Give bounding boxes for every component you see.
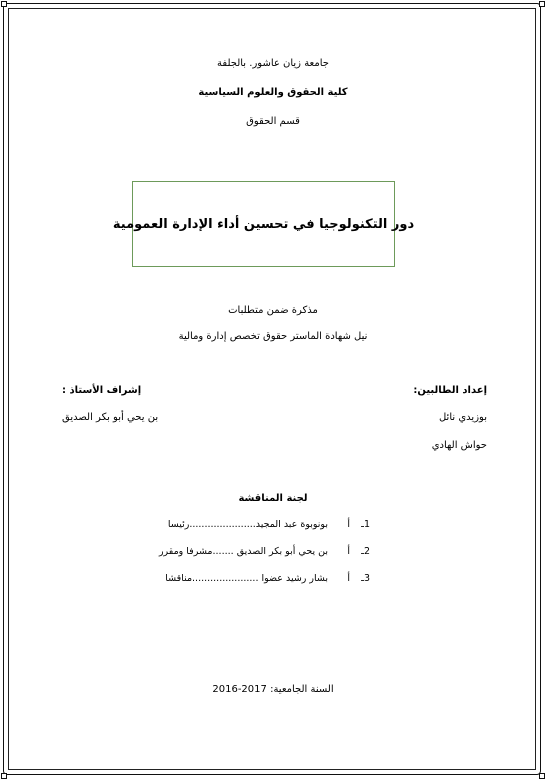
student-name: حواش الهادي [431,440,487,451]
border-corner-ornament [1,1,7,7]
member-title-prefix: أ [347,546,350,557]
thesis-title: دور التكنولوجيا في تحسين أداء الإدارة العمومية [112,216,415,232]
member-name: بشار رشيد عضوا [261,573,328,584]
member-name: بن يحي أبو بكر الصديق [236,546,328,557]
member-number: 2ـ [361,546,370,557]
member-role: .......مشرفا ومقرر [158,546,234,557]
member-role: ......................مناقشا [165,573,259,584]
committee-member [168,519,370,530]
faculty-name: كلية الحقوق والعلوم السياسية [198,87,348,98]
border-corner-ornament [539,1,545,7]
memo-line-1: مذكرة ضمن متطلبات [228,305,318,316]
border-corner-ornament [1,773,7,779]
prepared-by-label: إعداد الطالبين: [413,385,487,396]
member-number: 3ـ [361,573,370,584]
member-name: بونوبوة عبد المجيد [255,519,328,530]
committee-member [159,546,370,557]
student-name: بوزيدي نائل [438,412,487,423]
border-corner-ornament [539,773,545,779]
department-name: قسم الحقوق [246,116,300,127]
supervisor-label: إشراف الأستاذ : [62,385,142,396]
memo-line-2: نيل شهادة الماستر حقوق تخصص إدارة ومالية [178,331,368,342]
title-box [112,181,415,267]
committee-member [165,573,370,584]
university-name: جامعة زيان عاشور. بالجلفة [217,58,329,69]
academic-year [212,684,333,696]
committee-title: لجنة المناقشة [238,493,308,504]
member-role: ......................رئيسا [167,519,256,530]
academic-year-label: السنة الجامعية: [270,684,334,695]
member-number: 1ـ [361,519,370,530]
academic-year-value: 2016-2017 [212,684,267,695]
supervisor-name: بن يحي أبو بكر الصديق [62,412,159,423]
member-title-prefix: أ [347,519,350,530]
member-title-prefix: أ [347,573,350,584]
